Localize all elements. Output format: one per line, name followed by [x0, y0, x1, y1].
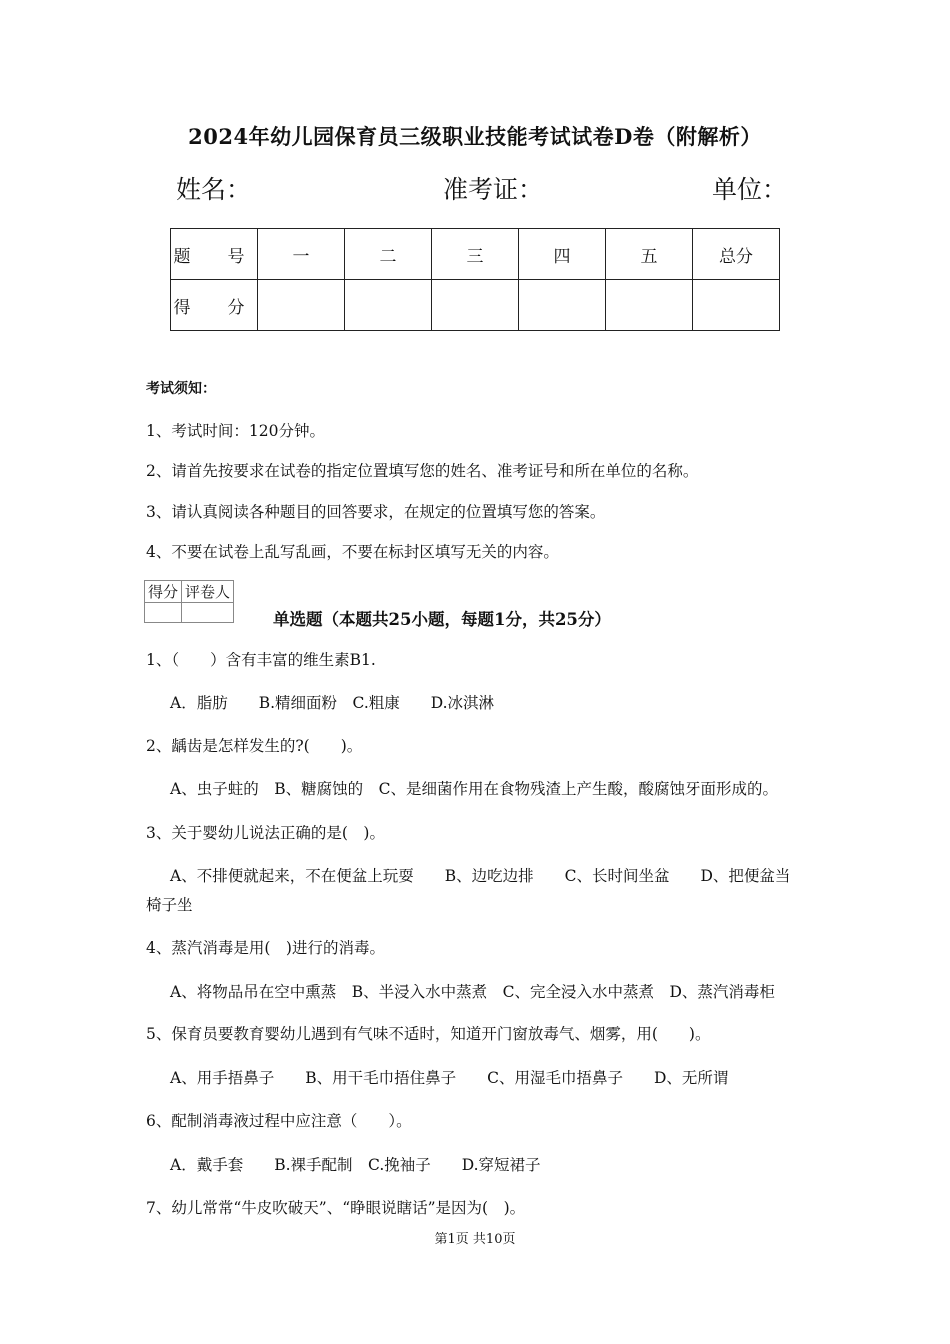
grader-score-label: 得分 [145, 581, 182, 603]
question-options: A、将物品吊在空中熏蒸 B、半浸入水中蒸煮 C、完全浸入水中蒸煮 D、蒸汽消毒柜 [170, 983, 775, 1001]
score-cell[interactable] [258, 280, 345, 331]
question-text: 5、保育员要教育婴幼儿遇到有气味不适时，知道开门窗放毒气、烟雾，用( )。 [146, 1025, 711, 1043]
score-table [170, 228, 780, 331]
question-options: A、虫子蛀的 B、糖腐蚀的 C、是细菌作用在食物残渣上产生酸，酸腐蚀牙面形成的。 [170, 780, 778, 798]
score-header-cell: 五 [606, 229, 693, 280]
notice-item: 3、请认真阅读各种题目的回答要求，在规定的位置填写您的答案。 [146, 503, 606, 521]
question-text: 2、龋齿是怎样发生的?( )。 [146, 737, 363, 755]
unit-field-label: 单位： [712, 175, 788, 204]
question-text: 1、（ ）含有丰富的维生素B1. [146, 651, 376, 669]
score-header-cell: 总分 [693, 229, 780, 280]
question-options-continued: 椅子坐 [146, 896, 193, 914]
question-options: A、用手捂鼻子 B、用干毛巾捂住鼻子 C、用湿毛巾捂鼻子 D、无所谓 [170, 1069, 729, 1087]
notice-heading: 考试须知： [146, 381, 216, 397]
question-options: A．戴手套 B.裸手配制 C.挽袖子 D.穿短裙子 [170, 1156, 541, 1174]
name-field-label: 姓名： [176, 175, 252, 204]
question-text: 6、配制消毒液过程中应注意（ ）。 [146, 1112, 412, 1130]
grader-reviewer-cell[interactable] [182, 603, 234, 623]
notice-item: 2、请首先按要求在试卷的指定位置填写您的姓名、准考证号和所在单位的名称。 [146, 462, 699, 480]
question-text: 7、幼儿常常“牛皮吹破天”、“睁眼说瞎话”是因为( )。 [146, 1199, 526, 1217]
score-table-score-row [171, 280, 780, 331]
score-table-header-row [171, 229, 780, 280]
score-header-cell: 一 [258, 229, 345, 280]
grader-box [144, 580, 234, 623]
notice-item: 1、考试时间：120分钟。 [146, 422, 325, 440]
score-header-cell: 二 [345, 229, 432, 280]
score-row-label: 得 分 [171, 280, 258, 331]
question-options: A．脂肪 B.精细面粉 C.粗康 D.冰淇淋 [170, 694, 495, 712]
score-cell[interactable] [606, 280, 693, 331]
grader-reviewer-label: 评卷人 [182, 581, 234, 603]
score-header-cell: 三 [432, 229, 519, 280]
notice-item: 4、不要在试卷上乱写乱画，不要在标封区填写无关的内容。 [146, 543, 559, 561]
question-text: 4、蒸汽消毒是用( )进行的消毒。 [146, 939, 385, 957]
score-header-cell: 四 [519, 229, 606, 280]
score-cell[interactable] [345, 280, 432, 331]
grader-score-cell[interactable] [145, 603, 182, 623]
question-options: A、不排便就起来，不在便盆上玩耍 B、边吃边排 C、长时间坐盆 D、把便盆当 [170, 867, 791, 885]
page-footer: 第1页 共10页 [434, 1232, 516, 1247]
score-cell[interactable] [432, 280, 519, 331]
section-title: 单选题（本题共25小题，每题1分，共25分） [273, 610, 611, 629]
score-cell[interactable] [519, 280, 606, 331]
score-header-cell: 题 号 [171, 229, 258, 280]
score-cell[interactable] [693, 280, 780, 331]
question-text: 3、关于婴幼儿说法正确的是( )。 [146, 824, 385, 842]
exam-id-field-label: 准考证： [443, 175, 544, 204]
page-title: 2024年幼儿园保育员三级职业技能考试试卷D卷（附解析） [188, 124, 762, 149]
